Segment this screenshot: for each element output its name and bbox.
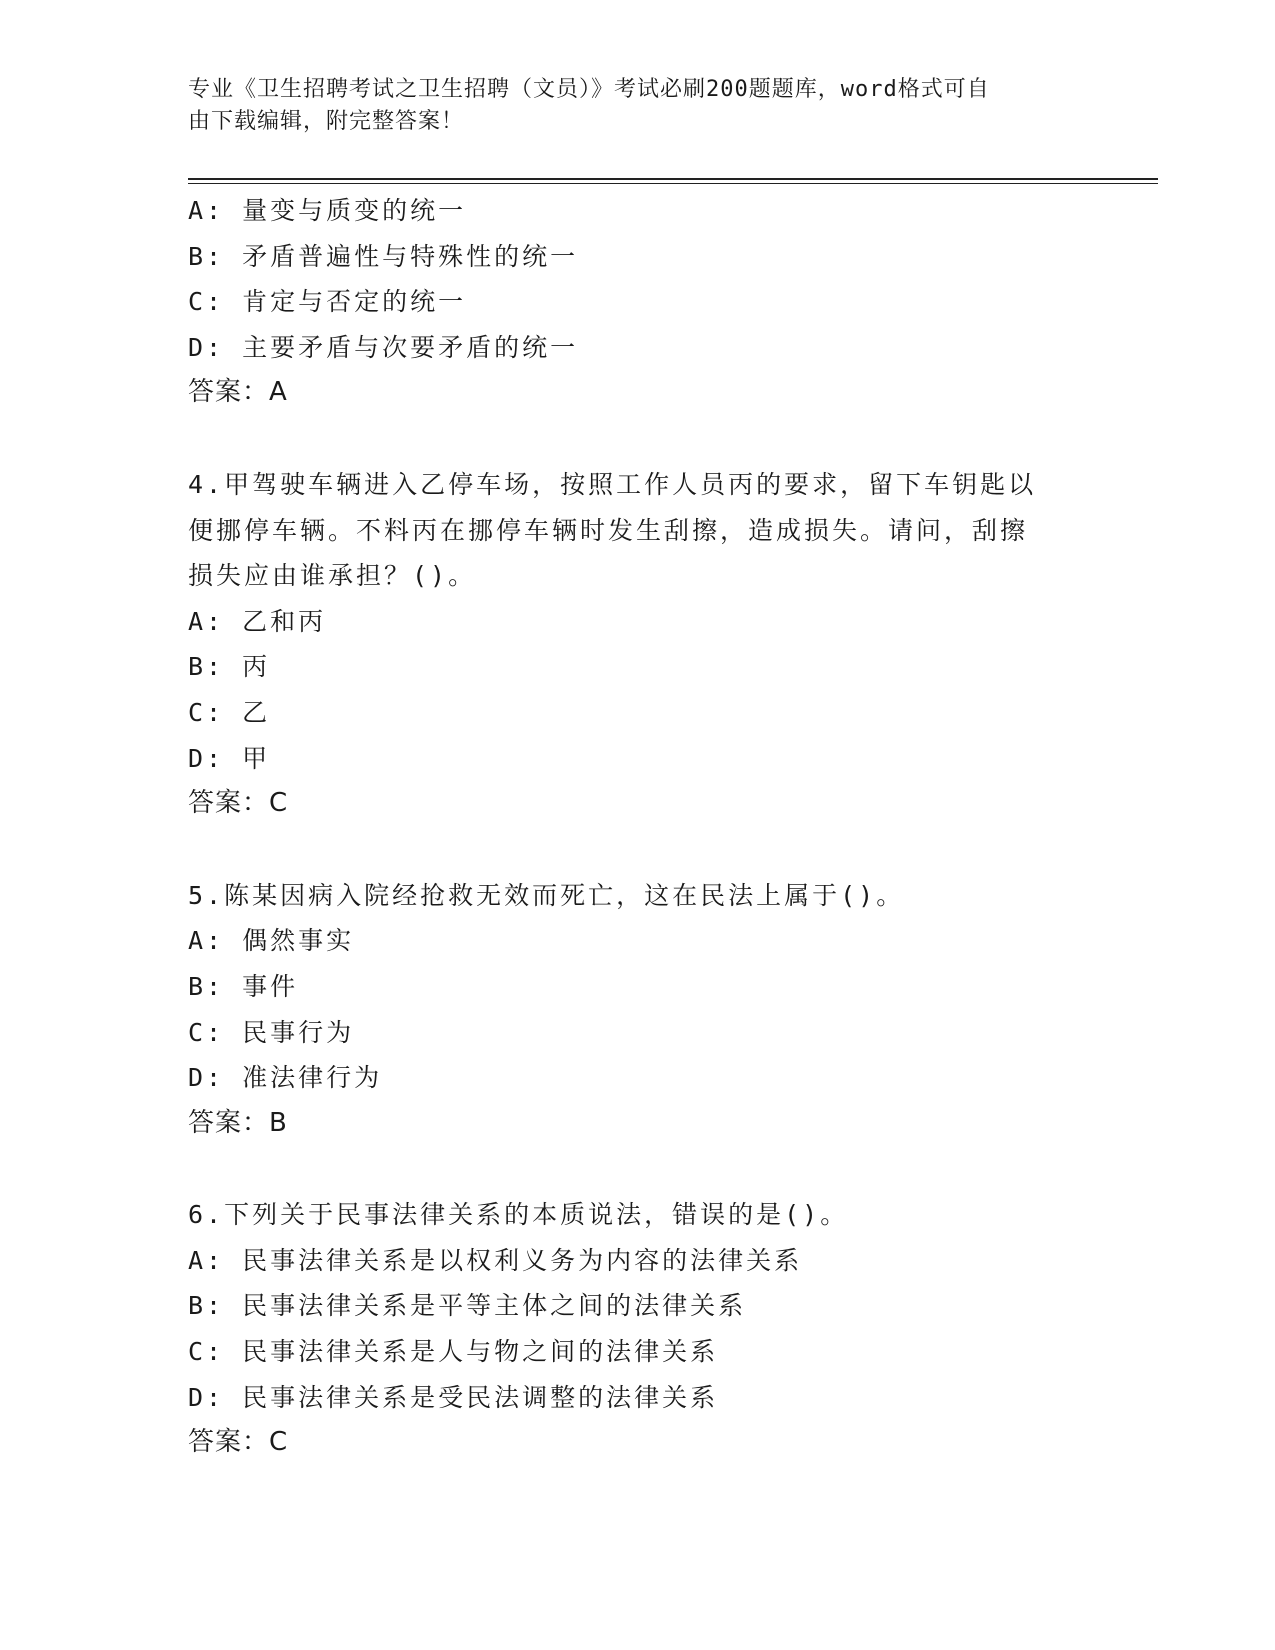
header-line-2: 由下载编辑，附完整答案！: [188, 109, 465, 134]
answer-label: 答案：C: [188, 788, 289, 819]
option-a: A: 偶然事实: [188, 926, 355, 956]
option-b: B: 矛盾普遍性与特殊性的统一: [188, 241, 579, 271]
question-stem-line: 6.下列关于民事法律关系的本质说法，错误的是()。: [188, 1200, 849, 1230]
option-c: C: 肯定与否定的统一: [188, 287, 467, 317]
answer-label: 答案：A: [188, 377, 288, 408]
question-3: [188, 188, 1088, 416]
question-stem-line: 损失应由谁承担？()。: [188, 561, 477, 591]
question-4: [188, 462, 1088, 827]
spacer: [188, 1146, 1088, 1192]
option-d: D: 民事法律关系是受民法调整的法律关系: [188, 1382, 719, 1412]
spacer: [188, 827, 1088, 873]
option-d: D: 准法律行为: [188, 1063, 383, 1093]
document-header: [188, 74, 1088, 138]
option-a: A: 乙和丙: [188, 606, 327, 636]
header-divider-thin: [188, 183, 1158, 184]
option-b: B: 民事法律关系是平等主体之间的法律关系: [188, 1291, 747, 1321]
question-list: [188, 188, 1088, 1466]
option-c: C: 民事法律关系是人与物之间的法律关系: [188, 1337, 719, 1367]
answer-label: 答案：B: [188, 1107, 288, 1138]
question-stem-line: 4.甲驾驶车辆进入乙停车场，按照工作人员丙的要求，留下车钥匙以: [188, 469, 1037, 499]
answer-label: 答案：C: [188, 1427, 289, 1458]
question-6: [188, 1192, 1088, 1466]
question-stem-line: 5.陈某因病入院经抢救无效而死亡，这在民法上属于()。: [188, 880, 905, 910]
option-a: A: 民事法律关系是以权利义务为内容的法律关系: [188, 1245, 803, 1275]
option-d: D: 主要矛盾与次要矛盾的统一: [188, 332, 579, 362]
option-a: A: 量变与质变的统一: [188, 196, 467, 225]
option-d: D: 甲: [188, 743, 271, 773]
option-b: B: 丙: [188, 652, 271, 682]
spacer: [188, 416, 1088, 462]
question-stem-line: 便挪停车辆。不料丙在挪停车辆时发生刮擦，造成损失。请问，刮擦: [188, 515, 1029, 545]
option-b: B: 事件: [188, 971, 299, 1001]
header-line-1: 专业《卫生招聘考试之卫生招聘（文员）》考试必刷200题题库，word格式可自: [188, 77, 990, 102]
option-c: C: 民事行为: [188, 1017, 355, 1047]
question-5: [188, 873, 1088, 1147]
header-divider-thick: [188, 178, 1158, 180]
option-c: C: 乙: [188, 697, 271, 727]
